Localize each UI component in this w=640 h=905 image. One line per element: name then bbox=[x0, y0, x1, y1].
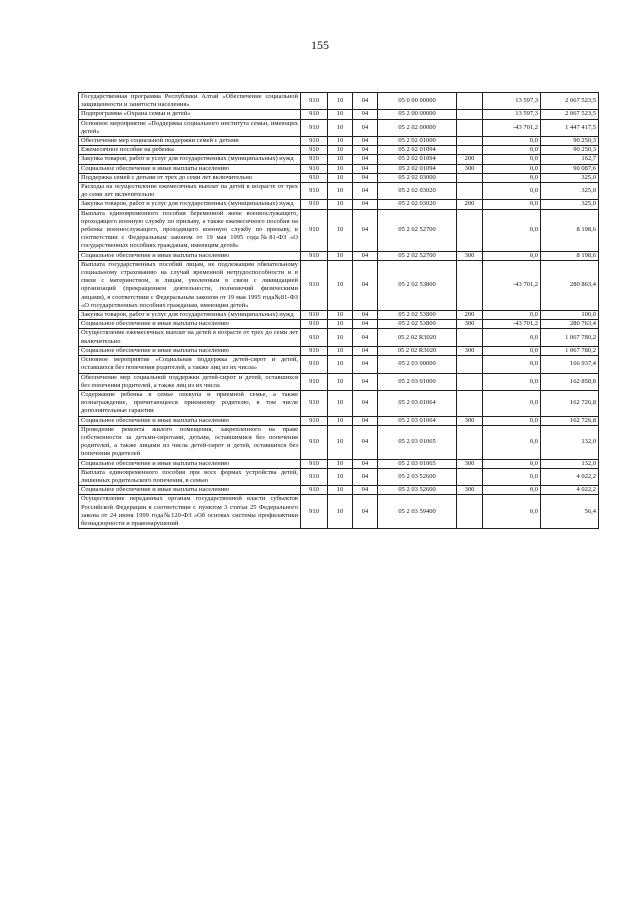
row-name: Государственная программа Республики Алтай «Обеспечение социальной защищенности и занятости населения» bbox=[79, 93, 301, 110]
table-row bbox=[79, 260, 599, 310]
row-subsection: 04 bbox=[353, 164, 378, 173]
row-name: Расходы на осуществление ежемесячных выплат на детей в возрасте от трех до семи лет включительно bbox=[79, 183, 301, 200]
row-name: Обеспечение мер социальной поддержки семей с детьми bbox=[79, 137, 301, 146]
row-expense-type bbox=[457, 390, 483, 416]
row-amount-total: 280 763,4 bbox=[541, 320, 599, 329]
row-subsection: 04 bbox=[353, 320, 378, 329]
row-expense-type bbox=[457, 93, 483, 110]
row-section: 10 bbox=[328, 164, 353, 173]
row-subsection: 04 bbox=[353, 137, 378, 146]
row-amount-total: 1 067 780,2 bbox=[541, 346, 599, 355]
table-row bbox=[79, 356, 599, 373]
table-row bbox=[79, 164, 599, 173]
row-admin-code: 910 bbox=[301, 93, 328, 110]
row-subsection: 04 bbox=[353, 173, 378, 182]
row-admin-code: 910 bbox=[301, 356, 328, 373]
row-subsection: 04 bbox=[353, 200, 378, 209]
row-section: 10 bbox=[328, 137, 353, 146]
row-expense-type bbox=[457, 209, 483, 251]
row-target-article: 05 2 02 03020 bbox=[378, 200, 457, 209]
row-section: 10 bbox=[328, 110, 353, 119]
row-amount-change: 0,0 bbox=[483, 155, 541, 164]
row-amount-change: 0,0 bbox=[483, 251, 541, 260]
row-admin-code: 910 bbox=[301, 311, 328, 320]
row-admin-code: 910 bbox=[301, 119, 328, 136]
table-row bbox=[79, 155, 599, 164]
row-section: 10 bbox=[328, 346, 353, 355]
row-section: 10 bbox=[328, 155, 353, 164]
row-expense-type bbox=[457, 146, 483, 155]
row-name: Обеспечение мер социальной поддержки детей-сирот и детей, оставшихся без попечения родителей, а также лиц из их числа bbox=[79, 373, 301, 390]
table-row bbox=[79, 200, 599, 209]
table-row bbox=[79, 425, 599, 459]
row-amount-change: 13 597,3 bbox=[483, 93, 541, 110]
row-target-article: 05 2 03 01064 bbox=[378, 416, 457, 425]
row-amount-total: 325,0 bbox=[541, 200, 599, 209]
page-number: 155 bbox=[311, 38, 329, 52]
row-amount-change: 0,0 bbox=[483, 311, 541, 320]
row-amount-total: 2 067 523,5 bbox=[541, 110, 599, 119]
row-section: 10 bbox=[328, 173, 353, 182]
row-target-article: 05 2 02 01094 bbox=[378, 164, 457, 173]
row-subsection: 04 bbox=[353, 346, 378, 355]
row-target-article: 05 2 02 52700 bbox=[378, 251, 457, 260]
row-section: 10 bbox=[328, 425, 353, 459]
row-expense-type: 300 bbox=[457, 251, 483, 260]
row-subsection: 04 bbox=[353, 459, 378, 468]
row-admin-code: 910 bbox=[301, 164, 328, 173]
row-amount-total: 280 863,4 bbox=[541, 260, 599, 310]
row-admin-code: 910 bbox=[301, 495, 328, 529]
row-target-article: 05 2 02 R3020 bbox=[378, 346, 457, 355]
row-admin-code: 910 bbox=[301, 173, 328, 182]
row-amount-total: 132,0 bbox=[541, 459, 599, 468]
row-target-article: 05 2 03 00000 bbox=[378, 356, 457, 373]
row-expense-type bbox=[457, 110, 483, 119]
row-name: Осуществление переданных органам государственной власти субъектов Российской Федерации в соответствии с пунктом 3 статьи 25 Федерального закона от 24 июня 1999 года№120-ФЗ «Об основах системы профилактики безнадзорности и правонарушений bbox=[79, 495, 301, 529]
row-section: 10 bbox=[328, 416, 353, 425]
table-row bbox=[79, 486, 599, 495]
row-section: 10 bbox=[328, 468, 353, 485]
row-expense-type bbox=[457, 425, 483, 459]
row-target-article: 05 2 03 01064 bbox=[378, 390, 457, 416]
row-amount-change: 0,0 bbox=[483, 183, 541, 200]
row-admin-code: 910 bbox=[301, 260, 328, 310]
row-amount-change: -43 701,2 bbox=[483, 320, 541, 329]
row-target-article: 05 2 02 53800 bbox=[378, 260, 457, 310]
row-expense-type bbox=[457, 173, 483, 182]
row-amount-change: 0,0 bbox=[483, 173, 541, 182]
row-amount-change: 0,0 bbox=[483, 137, 541, 146]
row-target-article: 05 2 03 52600 bbox=[378, 468, 457, 485]
row-amount-total: 1 447 417,5 bbox=[541, 119, 599, 136]
row-amount-change: 0,0 bbox=[483, 390, 541, 416]
row-subsection: 04 bbox=[353, 119, 378, 136]
table-row bbox=[79, 329, 599, 346]
row-amount-total: 56,4 bbox=[541, 495, 599, 529]
row-amount-change: 0,0 bbox=[483, 164, 541, 173]
row-expense-type: 200 bbox=[457, 155, 483, 164]
row-amount-change: 0,0 bbox=[483, 459, 541, 468]
row-name: Социальное обеспечение и иные выплаты населению bbox=[79, 320, 301, 329]
row-amount-change: 13 597,3 bbox=[483, 110, 541, 119]
row-admin-code: 910 bbox=[301, 137, 328, 146]
table-row bbox=[79, 209, 599, 251]
row-subsection: 04 bbox=[353, 329, 378, 346]
row-subsection: 04 bbox=[353, 146, 378, 155]
row-expense-type bbox=[457, 329, 483, 346]
row-subsection: 04 bbox=[353, 209, 378, 251]
row-name: Закупка товаров, работ и услуг для государственных (муниципальных) нужд bbox=[79, 155, 301, 164]
row-name: Социальное обеспечение и иные выплаты населению bbox=[79, 251, 301, 260]
row-admin-code: 910 bbox=[301, 390, 328, 416]
row-admin-code: 910 bbox=[301, 329, 328, 346]
row-target-article: 05 2 02 52700 bbox=[378, 209, 457, 251]
row-section: 10 bbox=[328, 93, 353, 110]
row-amount-total: 100,0 bbox=[541, 311, 599, 320]
table-row bbox=[79, 173, 599, 182]
row-amount-change: 0,0 bbox=[483, 346, 541, 355]
row-section: 10 bbox=[328, 459, 353, 468]
row-subsection: 04 bbox=[353, 495, 378, 529]
row-admin-code: 910 bbox=[301, 251, 328, 260]
row-name: Содержание ребенка в семье опекуна и приемной семье, а также вознаграждение, причитающееся приемному родителю, в том числе дополнительные гарантии bbox=[79, 390, 301, 416]
row-section: 10 bbox=[328, 146, 353, 155]
row-admin-code: 910 bbox=[301, 459, 328, 468]
row-admin-code: 910 bbox=[301, 200, 328, 209]
row-amount-total: 4 022,2 bbox=[541, 486, 599, 495]
row-expense-type: 300 bbox=[457, 486, 483, 495]
row-section: 10 bbox=[328, 329, 353, 346]
row-name: Основное мероприятие «Поддержка социального института семьи, имеющих детей» bbox=[79, 119, 301, 136]
table-row bbox=[79, 416, 599, 425]
row-section: 10 bbox=[328, 356, 353, 373]
row-subsection: 04 bbox=[353, 93, 378, 110]
row-amount-change: 0,0 bbox=[483, 416, 541, 425]
row-amount-total: 1 067 780,2 bbox=[541, 329, 599, 346]
row-target-article: 05 2 03 01065 bbox=[378, 425, 457, 459]
row-amount-change: -43 701,2 bbox=[483, 260, 541, 310]
row-name: Социальное обеспечение и иные выплаты населению bbox=[79, 416, 301, 425]
row-expense-type bbox=[457, 260, 483, 310]
row-subsection: 04 bbox=[353, 486, 378, 495]
row-amount-total: 162 858,8 bbox=[541, 373, 599, 390]
row-target-article: 05 2 02 01000 bbox=[378, 137, 457, 146]
row-section: 10 bbox=[328, 390, 353, 416]
row-name: Подпрограмма «Охрана семьи и детей» bbox=[79, 110, 301, 119]
row-name: Проведение ремонта жилого помещения, закрепленного на праве собственности за детьми-сиротами, детьми, оставшимися без попечения родителей, а также лицами из числа детей-сирот и детей, оставшихся без попечения родителей bbox=[79, 425, 301, 459]
row-admin-code: 910 bbox=[301, 110, 328, 119]
row-expense-type: 200 bbox=[457, 311, 483, 320]
row-amount-total: 8 198,6 bbox=[541, 209, 599, 251]
row-amount-total: 90 250,3 bbox=[541, 137, 599, 146]
row-expense-type: 200 bbox=[457, 200, 483, 209]
row-target-article: 05 2 02 53800 bbox=[378, 320, 457, 329]
row-expense-type: 300 bbox=[457, 346, 483, 355]
row-name: Социальное обеспечение и иные выплаты населению bbox=[79, 346, 301, 355]
row-expense-type: 300 bbox=[457, 164, 483, 173]
table-row bbox=[79, 311, 599, 320]
row-amount-total: 162 726,8 bbox=[541, 416, 599, 425]
row-amount-change: 0,0 bbox=[483, 356, 541, 373]
row-target-article: 05 2 02 00000 bbox=[378, 119, 457, 136]
row-target-article: 05 2 03 52600 bbox=[378, 486, 457, 495]
budget-table bbox=[78, 92, 599, 529]
row-section: 10 bbox=[328, 260, 353, 310]
row-amount-total: 4 022,2 bbox=[541, 468, 599, 485]
table-row bbox=[79, 346, 599, 355]
row-section: 10 bbox=[328, 486, 353, 495]
row-section: 10 bbox=[328, 373, 353, 390]
row-expense-type bbox=[457, 495, 483, 529]
row-amount-change: 0,0 bbox=[483, 373, 541, 390]
row-name: Осуществление ежемесячных выплат на детей в возрасте от трех до семи лет включительно bbox=[79, 329, 301, 346]
row-name: Выплата единовременного пособия при всех формах устройства детей, лишенных родительского попечения, в семью bbox=[79, 468, 301, 485]
row-amount-total: 90 087,6 bbox=[541, 164, 599, 173]
table-row bbox=[79, 459, 599, 468]
row-name: Социальное обеспечение и иные выплаты населению bbox=[79, 459, 301, 468]
row-amount-total: 90 250,3 bbox=[541, 146, 599, 155]
row-amount-total: 162,7 bbox=[541, 155, 599, 164]
row-target-article: 05 2 03 01065 bbox=[378, 459, 457, 468]
table-row bbox=[79, 110, 599, 119]
row-expense-type bbox=[457, 468, 483, 485]
row-target-article: 05 2 03 59400 bbox=[378, 495, 457, 529]
table-row bbox=[79, 146, 599, 155]
table-row bbox=[79, 137, 599, 146]
row-amount-change: 0,0 bbox=[483, 495, 541, 529]
row-expense-type: 300 bbox=[457, 459, 483, 468]
row-admin-code: 910 bbox=[301, 183, 328, 200]
row-amount-change: 0,0 bbox=[483, 146, 541, 155]
table-row bbox=[79, 93, 599, 110]
table-row bbox=[79, 251, 599, 260]
row-admin-code: 910 bbox=[301, 155, 328, 164]
row-admin-code: 910 bbox=[301, 425, 328, 459]
row-subsection: 04 bbox=[353, 110, 378, 119]
table-row bbox=[79, 119, 599, 136]
row-target-article: 05 2 03 01000 bbox=[378, 373, 457, 390]
row-subsection: 04 bbox=[353, 155, 378, 164]
row-admin-code: 910 bbox=[301, 320, 328, 329]
row-name: Социальное обеспечение и иные выплаты населению bbox=[79, 164, 301, 173]
row-section: 10 bbox=[328, 495, 353, 529]
row-section: 10 bbox=[328, 320, 353, 329]
row-amount-total: 2 067 523,5 bbox=[541, 93, 599, 110]
row-amount-total: 166 937,4 bbox=[541, 356, 599, 373]
row-expense-type: 300 bbox=[457, 320, 483, 329]
row-subsection: 04 bbox=[353, 373, 378, 390]
row-section: 10 bbox=[328, 119, 353, 136]
row-target-article: 05 2 02 53800 bbox=[378, 311, 457, 320]
row-amount-total: 8 198,6 bbox=[541, 251, 599, 260]
table-row bbox=[79, 373, 599, 390]
row-subsection: 04 bbox=[353, 251, 378, 260]
row-name: Закупка товаров, работ и услуг для государственных (муниципальных) нужд bbox=[79, 200, 301, 209]
budget-table-body bbox=[79, 93, 599, 529]
row-admin-code: 910 bbox=[301, 468, 328, 485]
row-subsection: 04 bbox=[353, 183, 378, 200]
row-subsection: 04 bbox=[353, 425, 378, 459]
row-amount-change: 0,0 bbox=[483, 200, 541, 209]
row-admin-code: 910 bbox=[301, 209, 328, 251]
row-admin-code: 910 bbox=[301, 346, 328, 355]
row-section: 10 bbox=[328, 311, 353, 320]
row-name: Основное мероприятие «Социальная поддержка детей-сирот и детей, оставшихся без попечения родителей, а также лиц из их числа» bbox=[79, 356, 301, 373]
table-row bbox=[79, 495, 599, 529]
row-section: 10 bbox=[328, 200, 353, 209]
row-admin-code: 910 bbox=[301, 416, 328, 425]
row-amount-change: 0,0 bbox=[483, 486, 541, 495]
row-amount-change: 0,0 bbox=[483, 425, 541, 459]
row-target-article: 05 2 02 03000 bbox=[378, 173, 457, 182]
row-subsection: 04 bbox=[353, 311, 378, 320]
row-amount-total: 162 726,8 bbox=[541, 390, 599, 416]
row-expense-type bbox=[457, 137, 483, 146]
row-amount-total: 325,0 bbox=[541, 173, 599, 182]
row-target-article: 05 2 02 01094 bbox=[378, 155, 457, 164]
row-amount-change: -43 701,2 bbox=[483, 119, 541, 136]
row-expense-type bbox=[457, 373, 483, 390]
table-row bbox=[79, 183, 599, 200]
row-subsection: 04 bbox=[353, 356, 378, 373]
row-expense-type bbox=[457, 183, 483, 200]
row-expense-type bbox=[457, 356, 483, 373]
row-amount-total: 132,0 bbox=[541, 425, 599, 459]
row-name: Ежемесячное пособие на ребенка bbox=[79, 146, 301, 155]
row-expense-type bbox=[457, 119, 483, 136]
row-amount-change: 0,0 bbox=[483, 329, 541, 346]
row-target-article: 05 2 00 00000 bbox=[378, 110, 457, 119]
row-name: Социальное обеспечение и иные выплаты населению bbox=[79, 486, 301, 495]
row-amount-total: 325,0 bbox=[541, 183, 599, 200]
row-section: 10 bbox=[328, 251, 353, 260]
row-admin-code: 910 bbox=[301, 146, 328, 155]
row-name: Выплата единовременного пособия беременной жене военнослужащего, проходящего военную службу по призыву, а также ежемесячного пособия на ребенка военнослужащего, проходящего военную службу по призыву, в соответствии с Федеральным законом от 19 мая 1995 года№81-ФЗ «О государственных пособиях гражданам, имеющим детей» bbox=[79, 209, 301, 251]
row-subsection: 04 bbox=[353, 390, 378, 416]
table-row bbox=[79, 390, 599, 416]
row-target-article: 05 2 02 03020 bbox=[378, 183, 457, 200]
row-target-article: 05 0 00 00000 bbox=[378, 93, 457, 110]
row-admin-code: 910 bbox=[301, 373, 328, 390]
row-section: 10 bbox=[328, 209, 353, 251]
row-expense-type: 300 bbox=[457, 416, 483, 425]
row-section: 10 bbox=[328, 183, 353, 200]
row-name: Поддержка семей с детьми от трех до семи лет включительно bbox=[79, 173, 301, 182]
row-target-article: 05 2 02 R3020 bbox=[378, 329, 457, 346]
table-row bbox=[79, 468, 599, 485]
row-amount-change: 0,0 bbox=[483, 209, 541, 251]
row-subsection: 04 bbox=[353, 260, 378, 310]
row-admin-code: 910 bbox=[301, 486, 328, 495]
table-row bbox=[79, 320, 599, 329]
row-name: Выплата государственных пособий лицам, не подлежащим обязательному социальному страхованию на случай временной нетрудоспособности и в связи с материнством, и лицам, уволенным в связи с ликвидацией организаций (прекращением деятельности, полномочий физическими лицами), в соответствии с Федеральным законом от 19 мая 1995 года№81-ФЗ «О государственных пособиях гражданам, имеющим детей» bbox=[79, 260, 301, 310]
row-name: Закупка товаров, работ и услуг для государственных (муниципальных) нужд bbox=[79, 311, 301, 320]
row-subsection: 04 bbox=[353, 416, 378, 425]
row-amount-change: 0,0 bbox=[483, 468, 541, 485]
row-target-article: 05 2 02 01094 bbox=[378, 146, 457, 155]
row-subsection: 04 bbox=[353, 468, 378, 485]
